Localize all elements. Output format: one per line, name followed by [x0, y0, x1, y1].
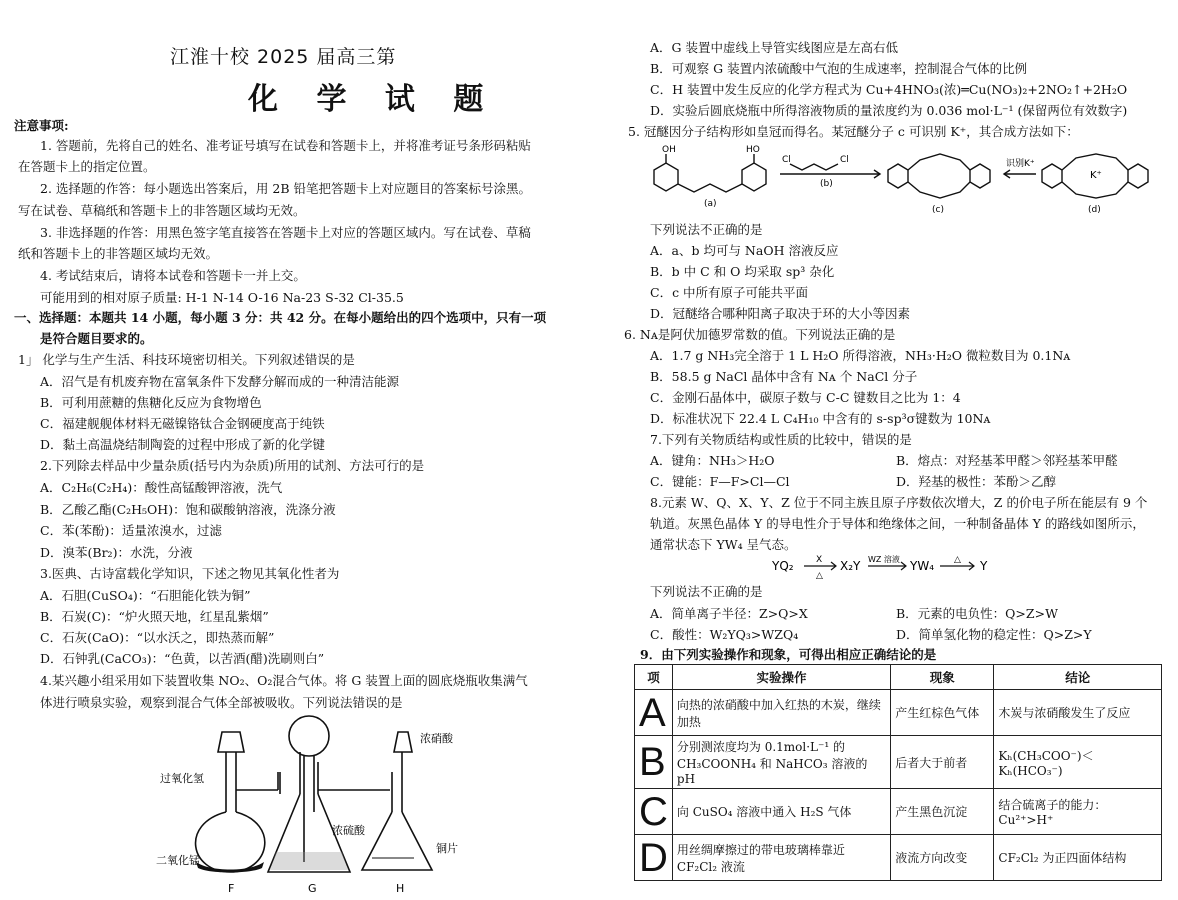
atomic-masses: 可能用到的相对原子质量: H-1 N-14 O-16 Na-23 S-32 Cl-35.5	[40, 290, 404, 305]
section-heading: 一、选择题：本题共 14 小题，每小题 3 分：共 42 分。在每小题给出的四个选项中，只有一项	[14, 310, 547, 325]
q7-stem: 7.下列有关物质结构或性质的比较中，错误的是	[650, 432, 912, 447]
notice-line: 1. 答题前，先将自己的姓名、准考证号填写在试卷和答题卡上，并将准考证号条形码粘贴	[40, 138, 531, 153]
q4-option: C．H 装置中发生反应的化学方程式为 Cu+4HNO₃(浓)═Cu(NO₃)₂+2NO₂↑+2H₂O	[650, 82, 1128, 97]
q7-option: A．键角：NH₃＞H₂O	[650, 453, 775, 468]
notice-line: 写在试卷、草稿纸和答题卡上的非答题区域均无效。	[18, 203, 306, 218]
label-g: G	[308, 882, 317, 895]
q5-option: C．c 中所有原子可能共平面	[650, 285, 809, 300]
route-x2y: X₂Y	[840, 559, 861, 573]
exam-title: 化 学 试 题	[248, 82, 498, 117]
q1-stem: 1」 化学与生产生活、科技环境密切相关。下列叙述错误的是	[18, 352, 355, 367]
q8-option: C．酸性：W₂YQ₃>WZQ₄	[650, 627, 799, 642]
notice-line: 在答题卡上的指定位置。	[18, 159, 156, 174]
apparatus-figure	[150, 712, 570, 898]
header-item: 项	[635, 665, 673, 690]
q8-option: D．简单氢化物的稳定性：Q>Z>Y	[896, 627, 1092, 642]
row-conclusion: 结合硫离子的能力：Cu²⁺>H⁺	[994, 789, 1162, 835]
label-ho: HO	[746, 145, 760, 155]
label-b: (b)	[820, 179, 833, 189]
q8-option: A．简单离子半径：Z>Q>X	[650, 606, 808, 621]
label-h: H	[396, 882, 405, 895]
q4-stem: 体进行喷泉实验，观察到混合气体全部被吸收。下列说法错误的是	[40, 695, 403, 710]
q2-option: A．C₂H₆(C₂H₄)：酸性高锰酸钾溶液，洗气	[40, 480, 283, 495]
header-operation: 实验操作	[672, 665, 890, 690]
school-header: 江淮十校 2025 届高三第	[170, 46, 397, 68]
row-item: A	[635, 690, 673, 736]
row-operation: 向热的浓硝酸中加入红热的木炭，继续加热	[672, 690, 890, 736]
q8-stem: 8.元素 W、Q、X、Y、Z 位于不同主族且原子序数依次增大，Z 的价电子所在能层有 9 个	[650, 495, 1148, 510]
notice-line: 3. 非选择题的作答：用黑色签字笔直接答在答题卡上对应的答题区域内。写在试卷、草稿	[40, 225, 531, 240]
route-heat: △	[816, 571, 823, 581]
table-row	[635, 789, 1162, 835]
label-d: (d)	[1088, 205, 1101, 215]
q4-stem: 4.某兴趣小组采用如下装置收集 NO₂、O₂混合气体。将 G 装置上面的圆底烧瓶收集满气	[40, 673, 528, 688]
label-k-ion: K⁺	[1090, 170, 1102, 181]
route-x: X	[816, 555, 823, 565]
q5-option: A．a、b 均可与 NaOH 溶液反应	[650, 243, 839, 258]
label-recognize-k: 识别K⁺	[1006, 159, 1035, 169]
q4-option: D．实验后圆底烧瓶中所得溶液物质的量浓度约为 0.036 mol·L⁻¹ (保留两位有效数字)	[650, 103, 1128, 118]
label-c: (c)	[932, 205, 944, 215]
row-item: B	[635, 736, 673, 789]
route-yq2: YQ₂	[772, 559, 794, 573]
row-conclusion: 木炭与浓硝酸发生了反应	[994, 690, 1162, 736]
q6-option: B．58.5 g NaCl 晶体中含有 Nᴀ 个 NaCl 分子	[650, 369, 918, 384]
q3-option: D．石钟乳(CaCO₃)：“色黄，以苦酒(醋)洗刷则白”	[40, 651, 325, 666]
header-phenomenon: 现象	[891, 665, 994, 690]
route-y: Y	[980, 559, 988, 573]
q8-stem: 轨道。灰黑色晶体 Y 的导电性介于导体和绝缘体之间，一种制备晶体 Y 的路线如图所示，	[650, 516, 1145, 531]
q1-option: A．沼气是有机废弃物在富氧条件下发酵分解而成的一种清洁能源	[40, 374, 400, 389]
q2-option: D．溴苯(Br₂)：水洗，分液	[40, 545, 193, 560]
section-heading: 是符合题目要求的。	[40, 331, 153, 346]
route-heat2: △	[954, 555, 961, 565]
row-item: C	[635, 789, 673, 835]
notice-title: 注意事项:	[14, 118, 69, 133]
q6-option: C．金刚石晶体中，碳原子数与 C-C 键数目之比为 1：4	[650, 390, 961, 405]
label-conc-hno3: 浓硝酸	[420, 732, 453, 745]
route-wz: WZ 溶液	[868, 555, 900, 564]
row-operation: 用丝绸摩擦过的带电玻璃棒靠近 CF₂Cl₂ 液流	[672, 835, 890, 881]
label-h2o2: 过氧化氢	[160, 772, 204, 785]
label-cl-left: Cl	[782, 155, 791, 165]
row-conclusion: CF₂Cl₂ 为正四面体结构	[994, 835, 1162, 881]
q2-option: C．苯(苯酚)：适量浓溴水，过滤	[40, 523, 222, 538]
row-phenomenon: 后者大于前者	[891, 736, 994, 789]
q8-option: B．元素的电负性：Q>Z>W	[896, 606, 1058, 621]
table-row	[635, 835, 1162, 881]
label-oh: OH	[662, 145, 676, 155]
row-operation: 向 CuSO₄ 溶液中通入 H₂S 气体	[672, 789, 890, 835]
notice-line: 2. 选择题的作答：每小题选出答案后，用 2B 铅笔把答题卡上对应题目的答案标号涂黑。	[40, 181, 531, 196]
q5-option: B．b 中 C 和 O 均采取 sp³ 杂化	[650, 264, 835, 279]
row-operation: 分别测浓度均为 0.1mol·L⁻¹ 的 CH₃COONH₄ 和 NaHCO₃ 溶液的 pH	[672, 736, 890, 789]
label-conc-h2so4: 浓硫酸	[332, 824, 365, 837]
q1-option: C．福建舰舰体材料无磁镍铬钛合金钢硬度高于纯铁	[40, 416, 325, 431]
q6-option: D．标准状况下 22.4 L C₄H₁₀ 中含有的 s-sp³σ键数为 10Nᴀ	[650, 411, 991, 426]
label-copper: 铜片	[436, 842, 458, 855]
route-yw4: YW₄	[910, 559, 935, 573]
q7-option: B．熔点：对羟基苯甲醛＞邻羟基苯甲醛	[896, 453, 1118, 468]
q7-option: D．羟基的极性：苯酚＞乙醇	[896, 474, 1057, 489]
q2-option: B．乙酸乙酯(C₂H₅OH)：饱和碳酸钠溶液，洗涤分液	[40, 502, 336, 517]
q8-sub: 下列说法不正确的是	[650, 584, 763, 599]
row-conclusion: Kₕ(CH₃COO⁻)＜Kₕ(HCO₃⁻)	[994, 736, 1162, 789]
crown-ether-synthesis-figure	[640, 140, 1160, 216]
q4-option: B．可观察 G 装置内浓硫酸中气泡的生成速率，控制混合气体的比例	[650, 61, 1028, 76]
q6-option: A．1.7 g NH₃完全溶于 1 L H₂O 所得溶液，NH₃·H₂O 微粒数目为 0.1Nᴀ	[650, 348, 1071, 363]
preparation-route	[770, 550, 1010, 582]
table-row	[635, 690, 1162, 736]
q9-stem: 9．由下列实验操作和现象，可得出相应正确结论的是	[640, 647, 937, 662]
q4-option: A．G 装置中虚线上导管实线图应是左高右低	[650, 40, 898, 55]
q5-stem: 5. 冠醚因分子结构形如皇冠而得名。某冠醚分子 c 可识别 K⁺，其合成方法如下：	[628, 124, 1079, 139]
q5-sub: 下列说法不正确的是	[650, 222, 763, 237]
table-row	[635, 736, 1162, 789]
notice-line: 纸和答题卡上的非答题区域均无效。	[18, 246, 219, 261]
q3-option: A．石胆(CuSO₄)：“石胆能化铁为铜”	[40, 588, 251, 603]
q1-option: B．可利用蔗糖的焦糖化反应为食物增色	[40, 395, 262, 410]
row-phenomenon: 液流方向改变	[891, 835, 994, 881]
q2-stem: 2.下列除去样品中少量杂质(括号内为杂质)所用的试剂、方法可行的是	[40, 458, 425, 473]
notice-line: 4. 考试结束后，请将本试卷和答题卡一并上交。	[40, 268, 306, 283]
q1-option: D．黏土高温烧结制陶瓷的过程中形成了新的化学键	[40, 437, 326, 452]
q3-option: B．石炭(C)：“炉火照天地，红星乱紫烟”	[40, 609, 269, 624]
q7-option: C．键能：F—F>Cl—Cl	[650, 474, 790, 489]
header-conclusion: 结论	[994, 665, 1162, 690]
label-cl-right: Cl	[840, 155, 849, 165]
row-phenomenon: 产生黑色沉淀	[891, 789, 994, 835]
q5-option: D．冠醚络合哪种阳离子取决于环的大小等因素	[650, 306, 911, 321]
label-f: F	[228, 882, 235, 895]
label-a: (a)	[704, 199, 717, 209]
q3-stem: 3.医典、古诗富载化学知识，下述之物见其氧化性者为	[40, 566, 340, 581]
q8-stem: 通常状态下 YW₄ 呈气态。	[650, 537, 797, 552]
q9-table	[634, 664, 1162, 881]
table-header-row	[635, 665, 1162, 690]
row-phenomenon: 产生红棕色气体	[891, 690, 994, 736]
label-mno2: 二氧化锰	[156, 854, 200, 867]
q3-option: C．石灰(CaO)：“以水沃之，即热蒸而解”	[40, 630, 275, 645]
row-item: D	[635, 835, 673, 881]
q6-stem: 6. Nᴀ是阿伏加德罗常数的值。下列说法正确的是	[624, 327, 896, 342]
